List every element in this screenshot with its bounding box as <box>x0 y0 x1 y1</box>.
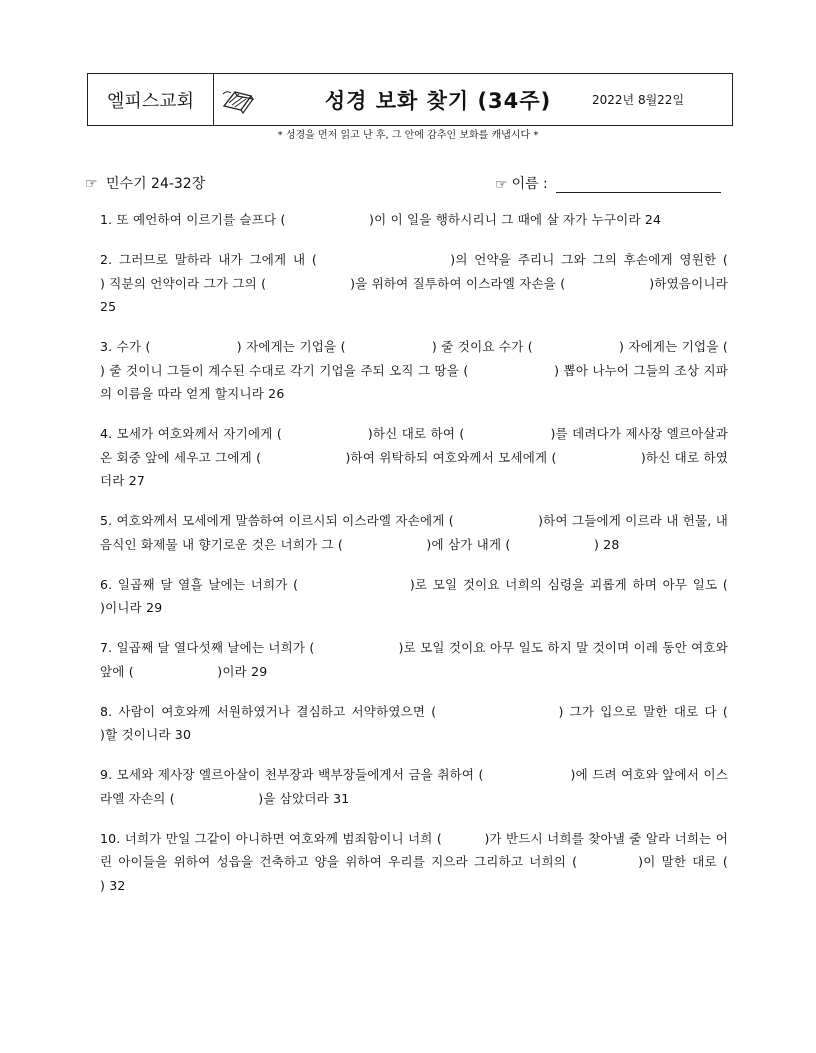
question-1: 1. 또 예언하여 이르기를 슬프다 ( )이 이 일을 행하시리니 그 때에 살 자가 누구이라 24 <box>100 212 662 227</box>
question-10: 10. 너희가 만일 그같이 아니하면 여호와께 범죄함이니 너희 ( )가 반드시 너희를 찾아낼 줄 알라 너희는 어린 아이들을 위하여 성읍을 건축하고 양을 위하여 우리를 지으라 그리하고 너희의 ( )이 말한 대로 ( ) 32 <box>100 830 812 893</box>
name-field <box>495 173 721 193</box>
question-6: 6. 일곱째 달 열흘 날에는 너희가 ( )로 모일 것이요 너희의 심령을 괴롭게 하며 아무 일도 ( )이니라 29 <box>100 576 812 615</box>
question-5: 5. 여호와께서 모세에게 말씀하여 이르시되 이스라엘 자손에게 ( )하여 그들에게 이르라 내 헌물, 내 음식인 화제물 내 향기로운 것은 너희가 그 ( )에 삼가 내게 ( ) 28 <box>100 513 733 552</box>
question-9: 9. 모세와 제사장 엘르아살이 천부장과 백부장들에게서 금을 취하여 ( )에 드려 여호와 앞에서 이스라엘 자손의 ( )을 삼았더라 31 <box>100 767 728 806</box>
pointing-hand-icon: ☞ <box>85 176 98 192</box>
date: 2022년 8월22일 <box>592 93 685 107</box>
question-8: 8. 사람이 여호와께 서원하였거나 결심하고 서약하였으면 ( ) 그가 입으로 말한 대로 다 ( )할 것이니라 30 <box>100 703 812 742</box>
church-name: 엘피스교회 <box>88 74 214 125</box>
page-title: 성경 보화 찾기 (34주) <box>324 88 552 113</box>
question-7: 7. 일곱째 달 열다섯째 날에는 너희가 ( )로 모일 것이요 아무 일도 하지 말 것이며 이레 동안 여호와 앞에 ( )이라 29 <box>100 640 733 679</box>
name-label: 이름 : <box>511 176 548 192</box>
question-2: 2. 그러므로 말하라 내가 그에게 내 ( )의 언약을 주리니 그와 그의 후손에게 영원한 ( ) 직분의 언약이라 그가 그의 ( )을 위하여 질투하여 이스라엘 자손을 ( )하였음이니라 25 <box>100 252 812 314</box>
bible-book-icon <box>214 74 264 125</box>
name-blank-line[interactable] <box>556 178 721 193</box>
instruction: * 성경을 먼저 읽고 난 후, 그 안에 감추인 보화를 캐냅시다 * <box>277 130 539 141</box>
question-4: 4. 모세가 여호와께서 자기에게 ( )하신 대로 하여 ( )를 데려다가 제사장 엘르아살과 온 회중 앞에 세우고 그에게 ( )하여 위탁하되 여호와께서 모세에게 ( )하신 대로 하였더라 27 <box>100 426 733 488</box>
question-3: 3. 수가 ( ) 자에게는 기업을 ( ) 줄 것이요 수가 ( ) 자에게는 기업을 ( ) 줄 것이니 그들이 계수된 수대로 각기 기업을 주되 오직 그 땅을 ( ) 뽑아 나누어 그들의 조상 지파의 이름을 따라 얻게 할지니라 26 <box>100 339 812 401</box>
pointing-hand-icon: ☞ <box>495 177 508 193</box>
header-box <box>87 73 733 126</box>
book-range <box>85 173 205 193</box>
question-list <box>100 208 812 914</box>
book-label: 민수기 24-32장 <box>106 176 206 192</box>
